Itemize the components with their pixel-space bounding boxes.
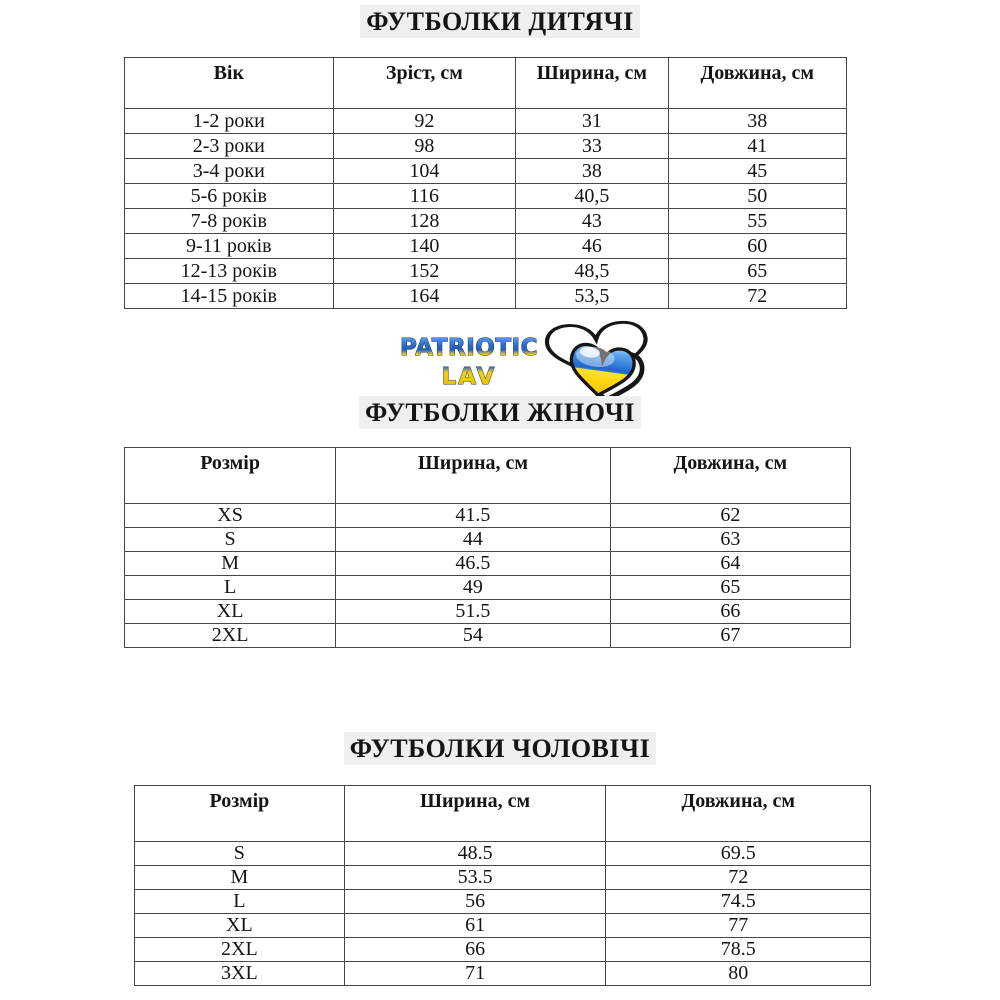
table-row	[125, 504, 851, 528]
header-row	[125, 58, 847, 109]
column-header: Вік	[125, 58, 334, 109]
table-row	[135, 938, 871, 962]
table-row	[135, 962, 871, 986]
table-cell: 65	[668, 259, 846, 284]
table-row	[125, 284, 847, 309]
table-cell: 98	[333, 134, 516, 159]
table-cell: XS	[125, 504, 336, 528]
table-row	[125, 184, 847, 209]
table-cell: 2XL	[135, 938, 345, 962]
column-header: Розмір	[135, 786, 345, 842]
table-cell: 53.5	[344, 866, 606, 890]
table-cell: 41.5	[336, 504, 610, 528]
table-cell: 61	[344, 914, 606, 938]
men-table-title	[0, 734, 1000, 764]
table-cell: 60	[668, 234, 846, 259]
table-cell: 64	[610, 552, 850, 576]
table-cell: 2-3 роки	[125, 134, 334, 159]
table-cell: 152	[333, 259, 516, 284]
table-cell: 74.5	[606, 890, 871, 914]
table-cell: 128	[333, 209, 516, 234]
column-header: Розмір	[125, 448, 336, 504]
kids-size-table	[124, 57, 847, 309]
logo-text-lav: LAV	[441, 364, 497, 390]
table-cell: 67	[610, 624, 850, 648]
table-cell: 66	[344, 938, 606, 962]
table-row	[125, 234, 847, 259]
table-cell: 65	[610, 576, 850, 600]
table-cell: 56	[344, 890, 606, 914]
table-cell: 62	[610, 504, 850, 528]
table-cell: 2XL	[125, 624, 336, 648]
table-cell: 48.5	[344, 842, 606, 866]
women-table-title-text: ФУТБОЛКИ ЖІНОЧІ	[359, 396, 641, 429]
table-cell: 80	[606, 962, 871, 986]
table-row	[135, 914, 871, 938]
table-cell: 55	[668, 209, 846, 234]
table-cell: 40,5	[516, 184, 668, 209]
patriotic-lav-logo	[380, 316, 690, 406]
table-cell: 53,5	[516, 284, 668, 309]
men-size-table	[134, 785, 871, 986]
table-cell: 3-4 роки	[125, 159, 334, 184]
table-cell: 63	[610, 528, 850, 552]
women-table-title	[0, 398, 1000, 428]
table-cell: 5-6 років	[125, 184, 334, 209]
hearts-ukraine-icon	[545, 321, 650, 405]
table-cell: 9-11 років	[125, 234, 334, 259]
header-row	[135, 786, 871, 842]
table-cell: 72	[668, 284, 846, 309]
table-row	[125, 209, 847, 234]
table-cell: 71	[344, 962, 606, 986]
header-row	[125, 448, 851, 504]
table-cell: 38	[516, 159, 668, 184]
table-cell: XL	[125, 600, 336, 624]
table-cell: 46.5	[336, 552, 610, 576]
kids-table-title-text: ФУТБОЛКИ ДИТЯЧІ	[360, 5, 640, 38]
table-cell: M	[125, 552, 336, 576]
table-cell: 49	[336, 576, 610, 600]
table-cell: 45	[668, 159, 846, 184]
table-cell: 72	[606, 866, 871, 890]
table-row	[125, 576, 851, 600]
table-cell: 78.5	[606, 938, 871, 962]
logo-graphic	[380, 316, 690, 406]
table-cell: 116	[333, 184, 516, 209]
table-cell: 54	[336, 624, 610, 648]
table-cell: 164	[333, 284, 516, 309]
table-cell: 43	[516, 209, 668, 234]
kids-table-title	[0, 7, 1000, 37]
logo-text-patriotic: PATRIOTIC	[400, 335, 538, 361]
table-cell: XL	[135, 914, 345, 938]
table-cell: 33	[516, 134, 668, 159]
table-cell: 44	[336, 528, 610, 552]
table-cell: M	[135, 866, 345, 890]
table-cell: 92	[333, 109, 516, 134]
table-cell: 77	[606, 914, 871, 938]
table-cell: 7-8 років	[125, 209, 334, 234]
table-cell: 38	[668, 109, 846, 134]
table-row	[125, 159, 847, 184]
table-row	[125, 134, 847, 159]
table-row	[135, 890, 871, 914]
table-row	[125, 552, 851, 576]
table-row	[125, 259, 847, 284]
table-cell: 48,5	[516, 259, 668, 284]
men-table-title-text: ФУТБОЛКИ ЧОЛОВІЧІ	[344, 732, 656, 765]
table-cell: 50	[668, 184, 846, 209]
table-cell: 104	[333, 159, 516, 184]
column-header: Ширина, см	[516, 58, 668, 109]
table-row	[125, 109, 847, 134]
table-cell: L	[125, 576, 336, 600]
column-header: Довжина, см	[668, 58, 846, 109]
column-header: Довжина, см	[610, 448, 850, 504]
women-size-table	[124, 447, 851, 648]
table-cell: 14-15 років	[125, 284, 334, 309]
column-header: Довжина, см	[606, 786, 871, 842]
table-cell: 51.5	[336, 600, 610, 624]
table-row	[125, 528, 851, 552]
table-cell: 69.5	[606, 842, 871, 866]
table-cell: 66	[610, 600, 850, 624]
table-row	[125, 600, 851, 624]
column-header: Ширина, см	[336, 448, 610, 504]
table-row	[135, 842, 871, 866]
column-header: Ширина, см	[344, 786, 606, 842]
column-header: Зріст, см	[333, 58, 516, 109]
table-row	[125, 624, 851, 648]
table-cell: 3XL	[135, 962, 345, 986]
table-cell: 140	[333, 234, 516, 259]
table-cell: S	[135, 842, 345, 866]
table-cell: 1-2 роки	[125, 109, 334, 134]
table-cell: 41	[668, 134, 846, 159]
table-cell: S	[125, 528, 336, 552]
table-cell: 12-13 років	[125, 259, 334, 284]
table-row	[135, 866, 871, 890]
table-cell: 46	[516, 234, 668, 259]
table-cell: 31	[516, 109, 668, 134]
table-cell: L	[135, 890, 345, 914]
